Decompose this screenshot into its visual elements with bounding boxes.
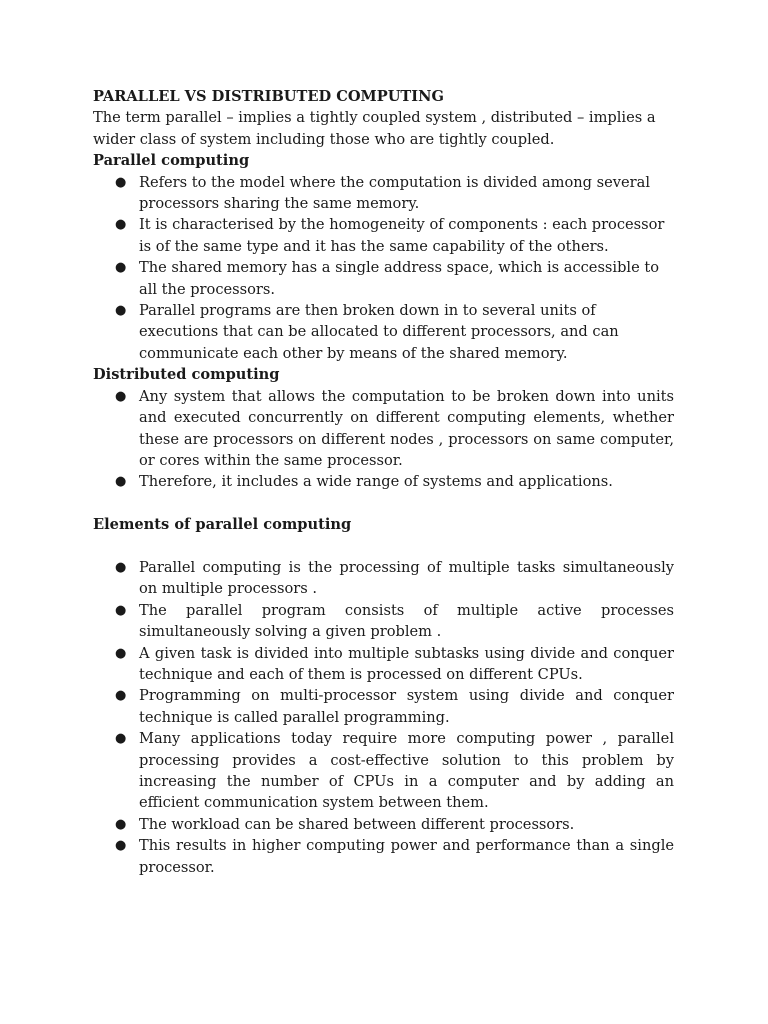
bullet-icon: ● bbox=[115, 474, 127, 490]
bullet-icon: ● bbox=[115, 559, 127, 575]
list-item: ● This results in higher computing power and performance than a single processor. bbox=[115, 837, 674, 876]
bullet-icon: ● bbox=[115, 816, 127, 832]
document-title: PARALLEL VS DISTRIBUTED COMPUTING bbox=[93, 88, 444, 105]
bullet-icon: ● bbox=[115, 388, 127, 404]
list-item: ● The workload can be shared between different processors. bbox=[93, 814, 674, 835]
parallel-computing-heading: Parallel computing bbox=[93, 152, 250, 170]
list-item: ● Parallel programs are then broken down in to several units of executions that can be allocated to different processors, and can communicate each other by means of the shared memory. bbox=[115, 302, 619, 362]
bullet-icon: ● bbox=[115, 303, 127, 319]
bullet-icon: ● bbox=[115, 174, 127, 190]
list-item: ● Therefore, it includes a wide range of systems and applications. bbox=[93, 471, 674, 492]
bullet-icon: ● bbox=[115, 731, 127, 747]
bullet-icon: ● bbox=[115, 838, 127, 854]
list-item: ● The parallel program consists of multiple active processes simultaneously solving a given problem . bbox=[115, 601, 674, 641]
parallel-computing-list bbox=[93, 172, 674, 365]
bullet-icon: ● bbox=[115, 602, 127, 618]
document-page bbox=[93, 86, 674, 878]
intro-paragraph: The term parallel – implies a tightly coupled system , distributed – implies a wider class of system including those who are tightly coupled. bbox=[93, 109, 656, 148]
list-item: ● It is characterised by the homogeneity of components : each processor is of the same type and it has the same capability of the others. bbox=[115, 216, 665, 255]
list-item: ● Parallel computing is the processing of multiple tasks simultaneously on multiple processors . bbox=[115, 558, 674, 598]
bullet-icon: ● bbox=[115, 260, 127, 276]
elements-list bbox=[93, 557, 674, 878]
bullet-icon: ● bbox=[115, 645, 127, 661]
bullet-icon: ● bbox=[115, 217, 127, 233]
bullet-icon: ● bbox=[115, 688, 127, 704]
distributed-computing-heading: Distributed computing bbox=[93, 366, 280, 384]
list-item: ● A given task is divided into multiple subtasks using divide and conquer technique and each of them is processed on different CPUs. bbox=[115, 644, 674, 683]
list-item: ● Many applications today require more computing power , parallel processing provides a cost-effective solution to this problem by increasing the number of CPUs in a computer and by adding an efficient communication system between them. bbox=[115, 730, 674, 812]
spacer bbox=[93, 536, 674, 557]
spacer bbox=[93, 493, 674, 514]
list-item: ● The shared memory has a single address space, which is accessible to all the processors. bbox=[115, 259, 660, 298]
distributed-computing-list bbox=[93, 386, 674, 493]
list-item: ● Programming on multi-processor system using divide and conquer technique is called parallel programming. bbox=[115, 687, 674, 726]
list-item: ● Refers to the model where the computation is divided among several processors sharing the same memory. bbox=[115, 173, 651, 213]
elements-heading: Elements of parallel computing bbox=[93, 516, 352, 534]
list-item: ● Any system that allows the computation to be broken down into units and executed concurrently on different computing elements, whether these are processors on different nodes , processors on same computer, or cores within the same processor. bbox=[115, 387, 674, 469]
